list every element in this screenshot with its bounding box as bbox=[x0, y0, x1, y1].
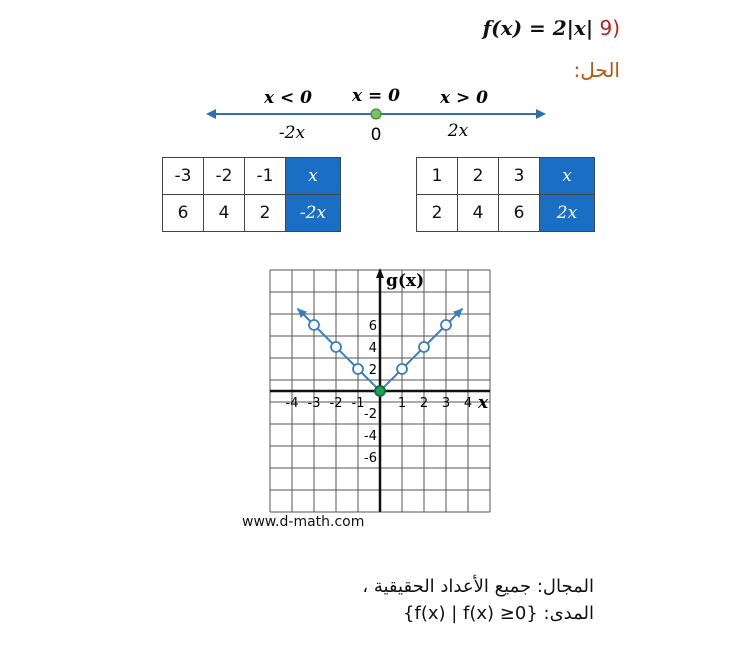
data-point bbox=[419, 342, 429, 352]
solution-label: الحل: bbox=[573, 58, 620, 82]
table-cell: -2 bbox=[204, 158, 245, 195]
y-axis-label: g(x) bbox=[386, 271, 425, 291]
x-tick-label: 1 bbox=[397, 396, 407, 411]
table-header: x bbox=[286, 158, 341, 195]
left-rule: -2x bbox=[278, 123, 306, 143]
function-graph bbox=[238, 266, 498, 516]
table-left bbox=[162, 157, 341, 232]
vertex-point bbox=[375, 386, 385, 396]
number-line-left-arrow bbox=[206, 109, 216, 119]
left-condition: x < 0 bbox=[263, 88, 313, 108]
data-point bbox=[397, 364, 407, 374]
y-tick-label: -4 bbox=[364, 429, 377, 444]
x-tick-label: -4 bbox=[285, 396, 299, 411]
number-line bbox=[200, 78, 550, 146]
table-cell: 4 bbox=[458, 195, 499, 232]
table-cell: 6 bbox=[499, 195, 540, 232]
data-point bbox=[331, 342, 341, 352]
data-point bbox=[353, 364, 363, 374]
table-cell: 2 bbox=[458, 158, 499, 195]
y-tick-label: 4 bbox=[368, 341, 377, 356]
table-header: -2x bbox=[286, 195, 341, 232]
table-cell: -3 bbox=[163, 158, 204, 195]
right-rule: 2x bbox=[447, 121, 469, 141]
x-tick-label: -1 bbox=[351, 396, 365, 411]
number-line-zero-point bbox=[371, 109, 381, 119]
x-tick-label: 4 bbox=[463, 396, 473, 411]
table-right bbox=[416, 157, 595, 232]
table-row bbox=[163, 195, 341, 232]
table-cell: 3 bbox=[499, 158, 540, 195]
x-tick-label: -2 bbox=[329, 396, 343, 411]
x-tick-label: 3 bbox=[441, 396, 451, 411]
domain-statement: المجال: جميع الأعداد الحقيقية ، bbox=[362, 576, 594, 597]
table-row bbox=[417, 195, 595, 232]
problem-statement bbox=[483, 16, 620, 40]
table-cell: 4 bbox=[204, 195, 245, 232]
y-tick-label: 6 bbox=[368, 319, 377, 334]
range-statement: المدى: {f(x) | f(x) ≥0} bbox=[403, 603, 594, 624]
y-tick-label: 2 bbox=[368, 363, 377, 378]
table-row bbox=[163, 158, 341, 195]
mid-value: 0 bbox=[370, 125, 382, 145]
table-cell: 2 bbox=[245, 195, 286, 232]
table-cell: -1 bbox=[245, 158, 286, 195]
problem-expression: f(x) = 2|x| bbox=[482, 16, 594, 40]
watermark: www.d-math.com bbox=[242, 514, 365, 530]
table-header: 2x bbox=[540, 195, 595, 232]
y-tick-label: -6 bbox=[364, 451, 377, 466]
y-tick-label: -2 bbox=[364, 407, 377, 422]
x-axis-label: x bbox=[478, 393, 489, 413]
x-tick-label: -3 bbox=[307, 396, 321, 411]
table-cell: 2 bbox=[417, 195, 458, 232]
right-condition: x > 0 bbox=[439, 88, 489, 108]
x-tick-label: 2 bbox=[419, 396, 429, 411]
number-line-right-arrow bbox=[536, 109, 546, 119]
table-cell: 6 bbox=[163, 195, 204, 232]
table-cell: 1 bbox=[417, 158, 458, 195]
problem-number: 9) bbox=[599, 16, 620, 40]
table-header: x bbox=[540, 158, 595, 195]
data-point bbox=[309, 320, 319, 330]
data-point bbox=[441, 320, 451, 330]
table-row bbox=[417, 158, 595, 195]
mid-condition: x = 0 bbox=[351, 86, 401, 106]
